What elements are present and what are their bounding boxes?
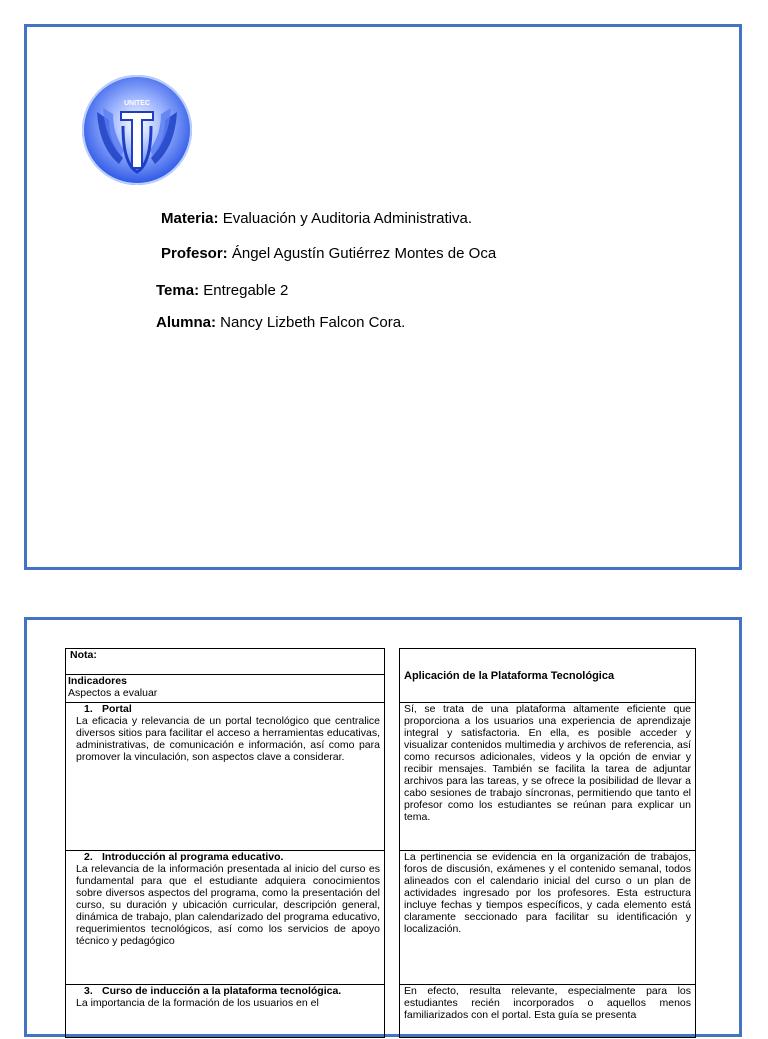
left-column [65,648,385,1038]
table-page [24,617,742,1037]
materia-value: Evaluación y Auditoria Administrativa. [218,210,472,227]
indicadores-label: Indicadores [68,675,127,687]
alumna-line [156,314,405,331]
tema-line [156,282,288,299]
row-1-right-text: Sí, se trata de una plataforma altamente eficiente que proporciona a los usuarios una experiencia de aprendizaje integral y satisfactoria. En ella, es posible acceder y visualizar contenidos multimedia y archivos de referencia, así como recursos adicionales, videos y la opción de enviar y recibir mensajes. También se facilita la tarea de adjuntar archivos para las tareas, y se ofrece la posibilidad de llevar a cabo sesiones de trabajo síncronas, permitiendo que tanto el profesor como los estudiantes se reúnan para explicar un tema. [404,703,691,823]
tema-label: Tema: [156,282,200,299]
materia-label: Materia: [161,210,219,227]
row-3-right-text: En efecto, resulta relevante, especialmente para los estudiantes recién incorporados o aquellos menos familiarizados con el portal. Esta guía se presenta [404,985,691,1021]
row-3-number: 3. [84,985,93,997]
right-row-3 [400,984,695,1039]
row-2-left-text: La relevancia de la información presentada al inicio del curso es fundamental para que el estudiante adquiera conocimientos sobre diversos aspectos del programa, como la presentación del curso, su duración y ubicación curricular, descripción general, dinámica de trabajo, plan calendarizado del programa educativo, requerimientos tecnológicos, así como los servicios de apoyo técnico y pedagógico [76,863,380,947]
profesor-line [161,245,496,262]
cover-page [24,24,742,570]
row-3-left-text: La importancia de la formación de los usuarios en el [76,997,319,1009]
profesor-label: Profesor: [161,245,228,262]
row-1-title: Portal [102,703,132,715]
left-row-3 [66,984,384,1039]
right-row-2 [400,850,695,984]
logo-text: UNITEC [123,100,151,107]
left-row-2 [66,850,384,984]
materia-line [161,210,472,227]
indicadores-cell [66,674,384,702]
profesor-value: Ángel Agustín Gutiérrez Montes de Oca [227,245,497,262]
unitec-logo [79,72,195,190]
row-2-title: Introducción al programa educativo. [102,851,284,863]
aspectos-label: Aspectos a evaluar [68,687,158,699]
nota-cell [66,649,384,674]
alumna-value: Nancy Lizbeth Falcon Cora. [216,314,406,331]
right-header-cell [400,649,695,702]
tema-value: Entregable 2 [199,282,289,299]
row-1-number: 1. [84,703,93,715]
alumna-label: Alumna: [156,314,216,331]
nota-label: Nota: [70,649,97,661]
right-column [399,648,696,1038]
row-1-left-text: La eficacia y relevancia de un portal tecnológico que centralice diversos sitios para facilitar el acceso a herramientas educativas, administrativas, de comunicación e información, así como para promover la vinculación, son aspectos clave a considerar. [76,715,380,763]
right-row-1 [400,702,695,850]
row-2-right-text: La pertinencia se evidencia en la organización de trabajos, foros de discusión, exámenes y el contenido semanal, todos alineados con el calendario inicial del curso o un plan de actividades ingresado por los profesores. Esta estructura incluye fechas y tiempos específicos, y cada elemento está claramente seccionado para facilitar su identificación y localización. [404,851,691,935]
left-row-1 [66,702,384,850]
row-2-number: 2. [84,851,93,863]
row-3-title: Curso de inducción a la plataforma tecnológica. [102,985,342,997]
right-header: Aplicación de la Plataforma Tecnológica [404,669,615,682]
